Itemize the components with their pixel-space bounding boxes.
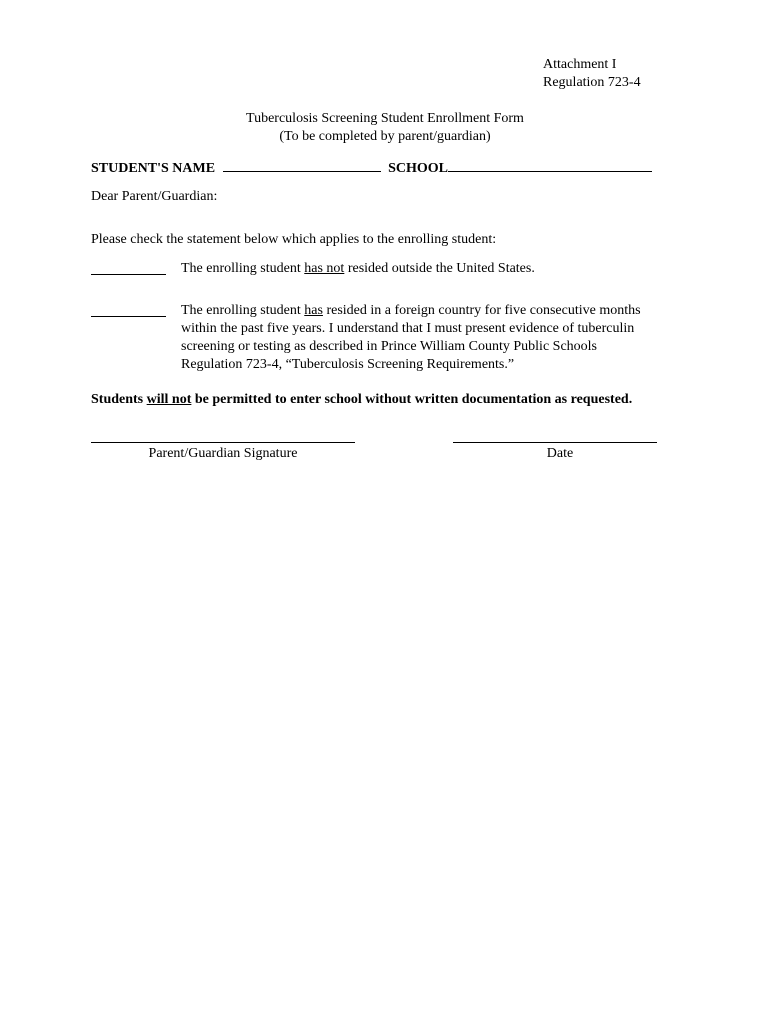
regulation-label: Regulation 723-4 <box>543 75 641 90</box>
attachment-label: Attachment I <box>543 57 617 72</box>
date-line[interactable] <box>453 442 657 443</box>
student-info-row <box>91 157 652 178</box>
option1-suffix: resided outside the United States. <box>344 261 535 276</box>
parent-signature-line[interactable] <box>91 442 355 443</box>
option1-text <box>181 260 535 278</box>
salutation: Dear Parent/Guardian: <box>91 189 218 204</box>
warning-suffix: be permitted to enter school without written documentation as requested. <box>191 392 633 407</box>
option2-text <box>181 302 681 374</box>
option2-line1-suffix: resided in a foreign country for five consecutive months <box>322 303 641 318</box>
form-title-line2: (To be completed by parent/guardian) <box>279 129 491 144</box>
form-title-line1: Tuberculosis Screening Student Enrollment Form <box>246 111 524 126</box>
option2-line4: Regulation 723-4, “Tuberculosis Screening Requirements.” <box>181 357 515 372</box>
option2-checkbox-line[interactable] <box>91 302 166 317</box>
instruction-text: Please check the statement below which applies to the enrolling student: <box>91 232 497 247</box>
warning-emphasis: will not <box>146 392 192 407</box>
option2-emphasis: has <box>304 303 323 318</box>
option1-emphasis: has not <box>304 261 345 276</box>
date-label: Date <box>546 446 574 461</box>
student-name-label: STUDENT'S NAME <box>91 161 216 176</box>
parent-signature-label: Parent/Guardian Signature <box>148 446 298 461</box>
form-title <box>0 110 770 146</box>
option2-line3: screening or testing as described in Prince William County Public Schools <box>181 339 598 354</box>
documentation-warning <box>91 391 632 409</box>
warning-prefix: Students <box>91 392 147 407</box>
option1-prefix: The enrolling student <box>181 261 305 276</box>
option2-prefix: The enrolling student <box>181 303 305 318</box>
option1-checkbox-line[interactable] <box>91 260 166 275</box>
option2-line2: within the past five years. I understand that I must present evidence of tuberculin <box>181 321 635 336</box>
student-name-field[interactable] <box>223 157 381 172</box>
option2-line1 <box>181 302 681 320</box>
school-field[interactable] <box>448 157 652 172</box>
attachment-header <box>543 56 641 92</box>
school-label: SCHOOL <box>388 161 448 176</box>
